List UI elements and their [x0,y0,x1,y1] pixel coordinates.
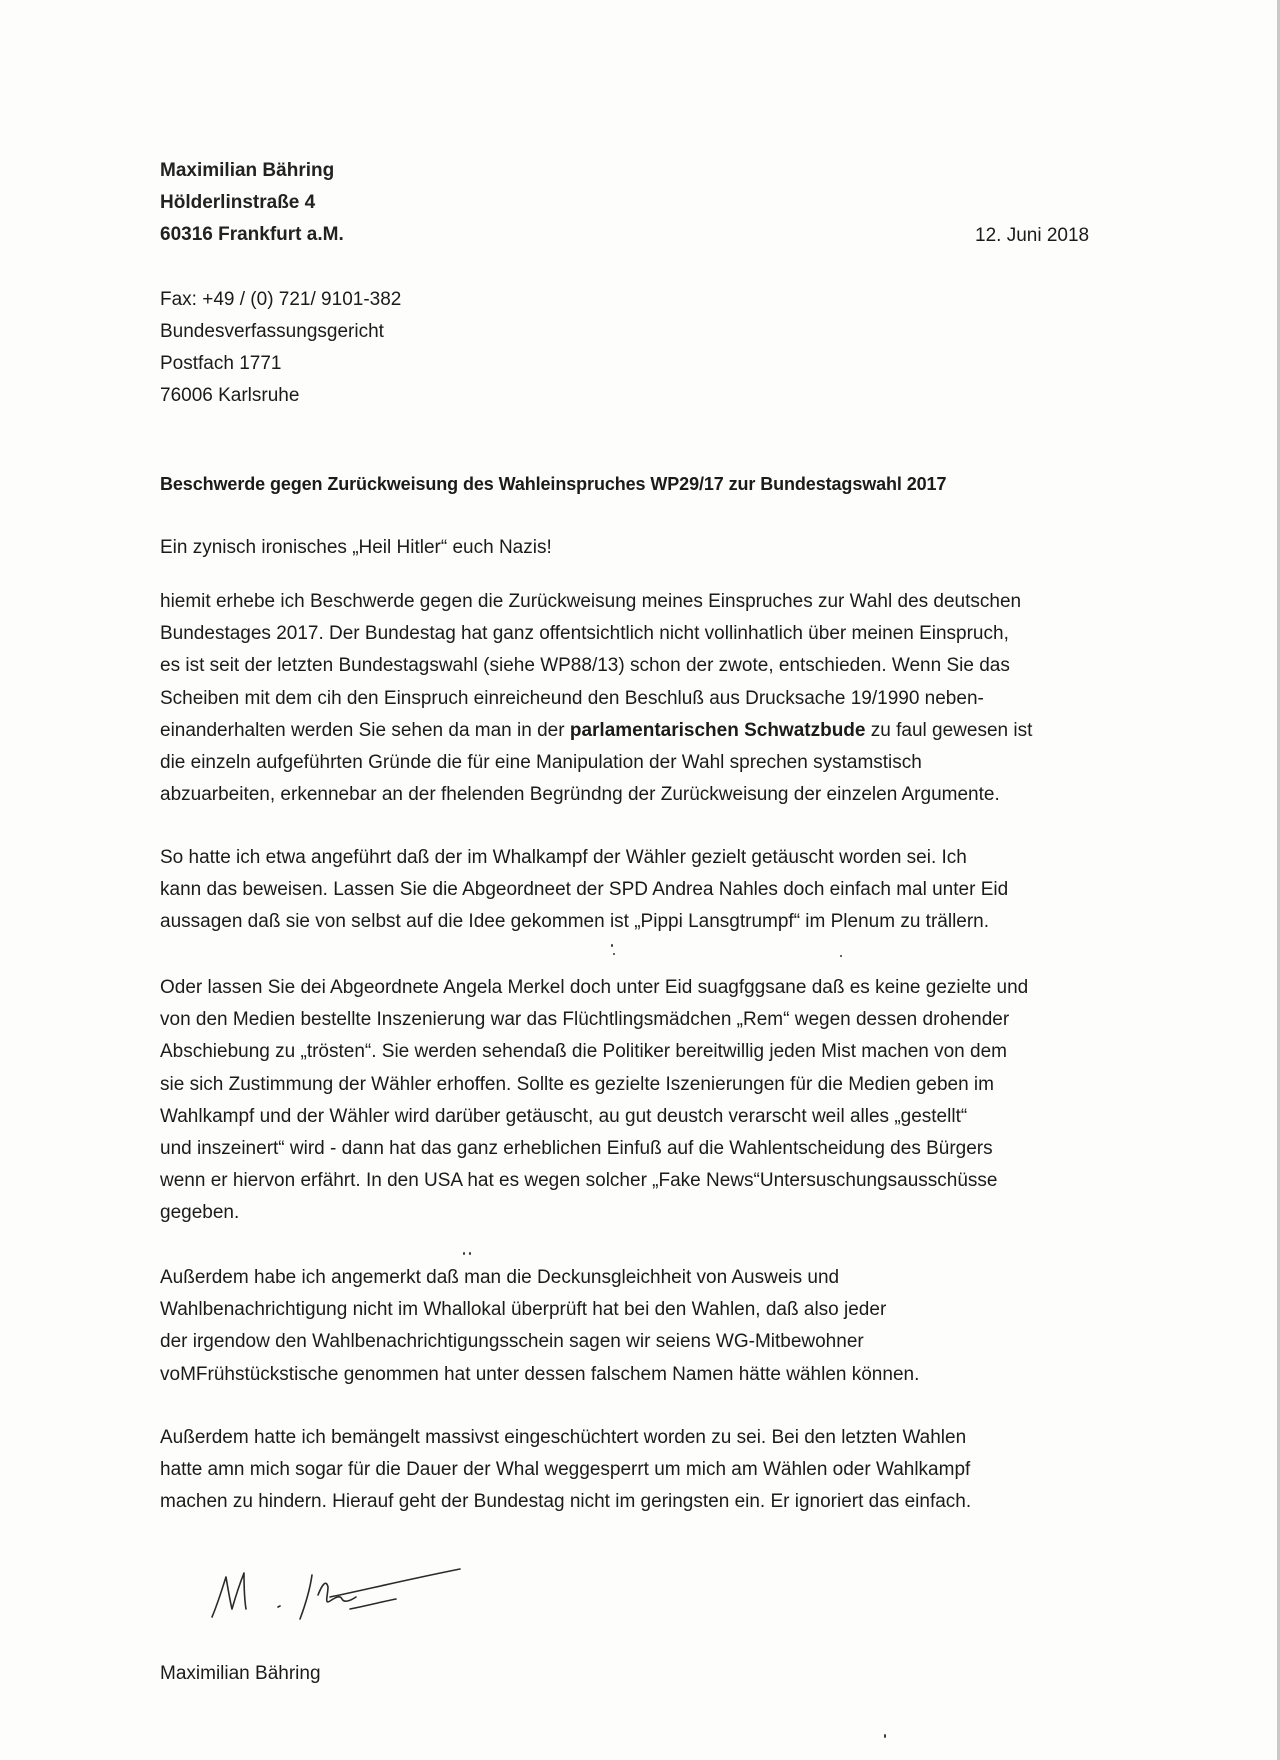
paragraph-line: Abschiebung zu „trösten“. Sie werden sehendaß die Politiker bereitwillig jeden Mist machen von dem [160,1041,1007,1063]
paragraph-line: Oder lassen Sie dei Abgeordnete Angela Merkel doch unter Eid suagfggsane daß es keine gezielte und [160,977,1029,998]
paragraph-line: aussagen daß sie von selbst auf die Idee gekommen ist „Pippi Lansgtrumpf“ im Plenum zu trällern. [160,911,990,933]
emphasized-text: parlamentarischen Schwatzbude [569,719,866,741]
body-paragraph-2 [160,842,1120,939]
paragraph-line: machen zu hindern. Hierauf geht der Bundestag nicht im geringsten ein. Er ignoriert das einfach. [160,1491,972,1513]
paragraph-line: kann das beweisen. Lassen Sie die Abgeordneet der SPD Andrea Nahles doch einfach mal unter Eid [160,879,1009,901]
paragraph-line: hiemit erhebe ich Beschwerde gegen die Zurückweisung meines Einspruches zur Wahl des deutschen [160,591,1022,612]
paragraph-line: Bundestages 2017. Der Bundestag hat ganz offentsichtlich nicht vollinhatlich über meinen Einspruch, [160,623,1009,645]
scan-speck [613,953,615,955]
recipient-fax: Fax: +49 / (0) 721/ 9101-382 [160,289,402,310]
line-text: zu faul gewesen ist [865,719,1033,741]
line-text: einanderhalten werden Sie sehen da man in der [160,719,570,741]
scan-speck [463,1252,465,1255]
scan-speck [469,1252,471,1255]
paragraph-line: abzuarbeiten, erkennebar an der fhelenden Begründng der Zurückweisung der einzelen Argumente. [160,784,1000,806]
body-paragraph-4 [160,1262,1120,1391]
sender-city: 60316 Frankfurt a.M. [160,224,344,245]
paragraph-line: Wahlbenachrichtigung nicht im Whallokal überprüft hat bei den Wahlen, daß also jeder [160,1299,887,1321]
recipient-address [160,284,401,412]
recipient-postbox: Postfach 1771 [160,353,282,374]
body-paragraph-1 [160,586,1120,811]
paragraph-line: sie sich Zustimmung der Wähler erhoffen. Sollte es gezielte Iszenierungen für die Medien geben im [160,1073,994,1095]
paragraph-line: gegeben. [160,1202,240,1224]
paragraph-line [160,715,1120,747]
letter-date: 12. Juni 2018 [975,225,1090,246]
salutation: Ein zynisch ironisches „Heil Hitler“ euch Nazis! [160,537,552,558]
paragraph-line: Außerdem habe ich angemerkt daß man die Deckunsgleichheit von Ausweis und [160,1267,840,1288]
sender-name: Maximilian Bähring [160,160,335,181]
recipient-name: Bundesverfassungsgericht [160,321,384,342]
scan-speck [840,955,842,957]
paragraph-line: von den Medien bestellte Inszenierung war das Flüchtlingsmädchen „Rem“ wegen dessen drohender [160,1009,1010,1031]
paragraph-line: Außerdem hatte ich bemängelt massivst eingeschüchtert worden zu sei. Bei den letzten Wahlen [160,1427,967,1448]
paragraph-line: Wahlkampf und der Wähler wird darüber getäuscht, au gut deustch verarscht weil alles „gestellt“ [160,1105,968,1127]
paragraph-line: Scheiben mit dem cih den Einspruch einreicheund den Beschluß aus Drucksache 19/1990 neben- [160,687,984,709]
paragraph-line: wenn er hiervon erfährt. In den USA hat es wegen solcher „Fake News“Untersuschungsausschüsse [160,1170,998,1192]
scan-speck [611,944,613,947]
handwritten-signature [200,1555,480,1635]
paragraph-line: voMFrühstückstische genommen hat unter dessen falschem Namen hätte wählen können. [160,1363,920,1385]
letter-subject: Beschwerde gegen Zurückweisung des Wahleinspruches WP29/17 zur Bundestagswahl 2017 [160,474,947,494]
body-paragraph-3 [160,972,1120,1230]
sender-address [160,155,344,251]
paragraph-line: die einzeln aufgeführten Gründe die für eine Manipulation der Wahl sprechen systamstisch [160,752,922,774]
paragraph-line: es ist seit der letzten Bundestagswahl (siehe WP88/13) schon der zwote, entschieden. Wenn Sie das [160,655,1010,677]
paragraph-line: und inszeinert“ wird - dann hat das ganz erheblichen Einfuß auf die Wahlentscheidung des Bürgers [160,1138,993,1160]
signer-name: Maximilian Bähring [160,1663,321,1684]
recipient-city: 76006 Karlsruhe [160,385,300,406]
scan-speck [884,1734,886,1738]
paragraph-line: der irgendow den Wahlbenachrichtigungsschein sagen wir seiens WG-Mitbewohner [160,1331,864,1353]
paragraph-line: So hatte ich etwa angeführt daß der im Whalkampf der Wähler gezielt getäuscht worden sei. Ich [160,847,967,868]
sender-street: Hölderlinstraße 4 [160,192,316,213]
body-paragraph-5 [160,1422,1120,1519]
paragraph-line: hatte amn mich sogar für die Dauer der Whal weggesperrt um mich am Wählen oder Wahlkampf [160,1459,971,1481]
